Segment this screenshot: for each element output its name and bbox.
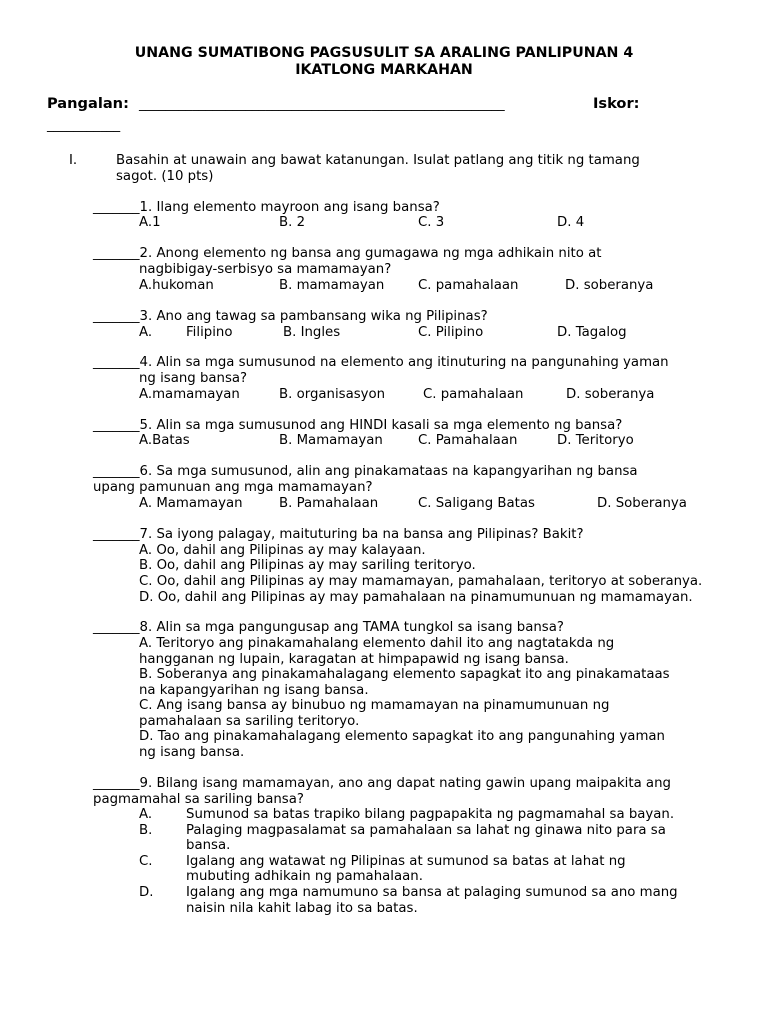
q3-choice-c: C. Pilipino xyxy=(418,325,484,340)
q8-option-b: B. Soberanya ang pinakamahalagang elemento sapagkat ito ang pinakamataas xyxy=(139,667,670,682)
q8-option-a: hangganan ng lupain, karagatan at himpapawid ng isang bansa. xyxy=(139,652,569,667)
question-5-text: _______5. Alin sa mga sumusunod ang HINDI kasali sa mga elemento ng bansa? xyxy=(93,418,623,433)
q9-option-b: bansa. xyxy=(186,838,231,853)
q4-choice-a: A.mamamayan xyxy=(139,387,240,402)
q8-option-c: C. Ang isang bansa ay binubuo ng mamamayan na pinamumunuan ng xyxy=(139,698,610,713)
question-8-text: _______8. Alin sa mga pangungusap ang TAMA tungkol sa isang bansa? xyxy=(93,620,564,635)
q8-option-d: ng isang bansa. xyxy=(139,745,245,760)
q1-choice-a: A.1 xyxy=(139,215,161,230)
q2-choice-d: D. soberanya xyxy=(565,278,654,293)
q9-option-d-letter: D. xyxy=(139,885,154,900)
q2-choice-a: A.hukoman xyxy=(139,278,214,293)
q4-choice-c: C. pamahalaan xyxy=(423,387,524,402)
question-4-text: ng isang bansa? xyxy=(139,371,248,386)
q5-choice-a: A.Batas xyxy=(139,433,190,448)
name-label: Pangalan: xyxy=(47,95,129,112)
q5-choice-c: C. Pamahalaan xyxy=(418,433,518,448)
q3-choice-a-letter: A. xyxy=(139,325,153,340)
q5-choice-d: D. Teritoryo xyxy=(557,433,634,448)
q5-choice-b: B. Mamamayan xyxy=(279,433,383,448)
q9-option-a-letter: A. xyxy=(139,807,153,822)
q9-option-b: Palaging magpasalamat sa pamahalaan sa lahat ng ginawa nito para sa xyxy=(186,823,666,838)
q8-option-a: A. Teritoryo ang pinakamahalang elemento dahil ito ang nagtatakda ng xyxy=(139,636,615,651)
q4-choice-d: D. soberanya xyxy=(566,387,655,402)
q9-option-c: mubuting adhikain ng pamahalaan. xyxy=(186,869,423,884)
exam-title: UNANG SUMATIBONG PAGSUSULIT SA ARALING PANLIPUNAN 4 xyxy=(134,45,634,61)
q3-choice-b: B. Ingles xyxy=(283,325,341,340)
q7-option-a: A. Oo, dahil ang Pilipinas ay may kalayaan. xyxy=(139,543,426,558)
q3-choice-a: Filipino xyxy=(186,325,233,340)
question-3-text: _______3. Ano ang tawag sa pambansang wika ng Pilipinas? xyxy=(93,309,488,324)
q8-option-d: D. Tao ang pinakamahalagang elemento sapagkat ito ang pangunahing yaman xyxy=(139,729,665,744)
q7-option-b: B. Oo, dahil ang Pilipinas ay may sariling teritoryo. xyxy=(139,558,476,573)
question-6-text: _______6. Sa mga sumusunod, alin ang pinakamataas na kapangyarihan ng bansa xyxy=(93,464,638,479)
q9-option-c-letter: C. xyxy=(139,854,153,869)
q8-option-b: na kapangyarihan ng isang bansa. xyxy=(139,683,369,698)
question-7-text: _______7. Sa iyong palagay, maituturing ba na bansa ang Pilipinas? Bakit? xyxy=(93,527,584,542)
q2-choice-c: C. pamahalaan xyxy=(418,278,519,293)
section-number: I. xyxy=(69,153,78,168)
q7-option-c: C. Oo, dahil ang Pilipinas ay may mamamayan, pamahalaan, teritoryo at soberanya. xyxy=(139,574,703,589)
q2-choice-b: B. mamamayan xyxy=(279,278,385,293)
q6-choice-d: D. Soberanya xyxy=(597,496,687,511)
q3-choice-d: D. Tagalog xyxy=(557,325,627,340)
q9-option-a: Sumunod sa batas trapiko bilang pagpapakita ng pagmamahal sa bayan. xyxy=(186,807,675,822)
q9-option-c: Igalang ang watawat ng Pilipinas at sumunod sa batas at lahat ng xyxy=(186,854,626,869)
question-4-text: _______4. Alin sa mga sumusunod na elemento ang itinuturing na pangunahing yaman xyxy=(93,355,669,370)
score-blank: ___________ xyxy=(47,118,121,133)
score-label: Iskor: xyxy=(593,95,640,112)
question-2-text: nagbibigay-serbisyo sa mamamayan? xyxy=(139,262,392,277)
name-blank: _______________________________________________________ xyxy=(139,97,505,112)
q6-choice-c: C. Saligang Batas xyxy=(418,496,535,511)
q1-choice-b: B. 2 xyxy=(279,215,306,230)
instruction-line: sagot. (10 pts) xyxy=(116,169,214,184)
q4-choice-b: B. organisasyon xyxy=(279,387,386,402)
q1-choice-d: D. 4 xyxy=(557,215,585,230)
q9-option-b-letter: B. xyxy=(139,823,153,838)
q8-option-c: pamahalaan sa sariling teritoryo. xyxy=(139,714,360,729)
q6-choice-a: A. Mamamayan xyxy=(139,496,243,511)
q9-option-d: Igalang ang mga namumuno sa bansa at palaging sumunod sa ano mang xyxy=(186,885,678,900)
q6-choice-b: B. Pamahalaan xyxy=(279,496,379,511)
question-9-text: _______9. Bilang isang mamamayan, ano ang dapat nating gawin upang maipakita ang xyxy=(93,776,671,791)
q9-option-d: naisin nila kahit labag ito sa batas. xyxy=(186,901,418,916)
question-2-text: _______2. Anong elemento ng bansa ang gumagawa ng mga adhikain nito at xyxy=(93,246,602,261)
instruction-line: Basahin at unawain ang bawat katanungan. Isulat patlang ang titik ng tamang xyxy=(116,153,640,168)
exam-subtitle: IKATLONG MARKAHAN xyxy=(295,62,473,78)
question-9-text: pagmamahal sa sariling bansa? xyxy=(93,792,304,807)
question-6-text: upang pamunuan ang mga mamamayan? xyxy=(93,480,373,495)
q1-choice-c: C. 3 xyxy=(418,215,445,230)
question-1-text: _______1. Ilang elemento mayroon ang isang bansa? xyxy=(93,200,440,215)
q7-option-d: D. Oo, dahil ang Pilipinas ay may pamahalaan na pinamumunuan ng mamamayan. xyxy=(139,590,693,605)
